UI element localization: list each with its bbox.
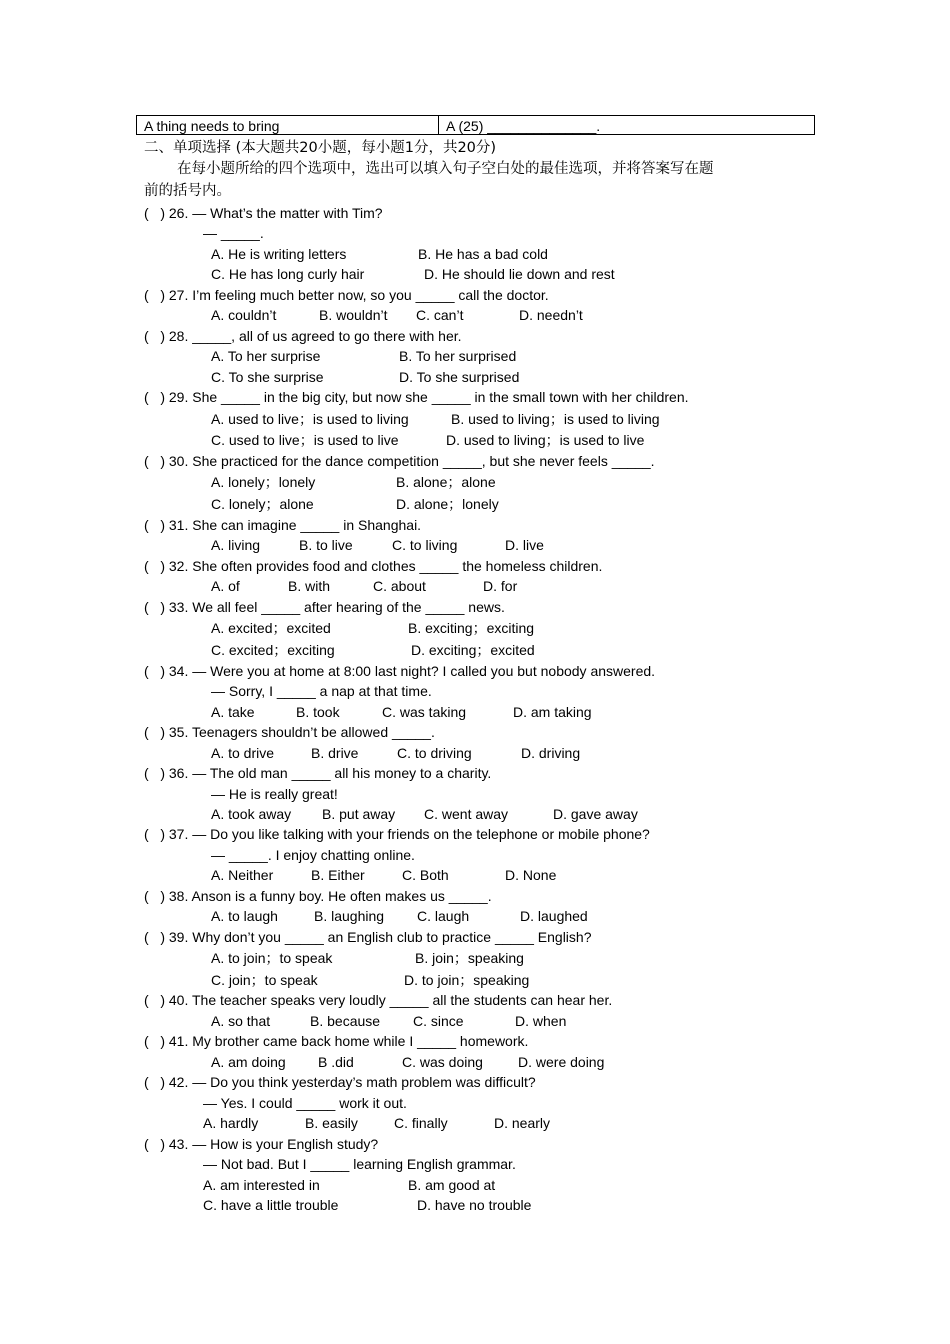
question-27-stem: ( ) 27. I’m feeling much better now, so you _____ call the doctor. xyxy=(144,287,549,303)
question-28-option-b: B. To her surprised xyxy=(399,348,517,364)
question-39-option-d: D. to join；speaking xyxy=(404,972,530,988)
question-43-stem: ( ) 43. — How is your English study? xyxy=(144,1136,379,1152)
question-28-stem: ( ) 28. _____, all of us agreed to go there with her. xyxy=(144,328,462,344)
question-30-option-d: D. alone；lonely xyxy=(396,496,499,512)
question-41-option-b: B .did xyxy=(318,1054,354,1070)
info-table xyxy=(136,115,815,135)
question-35-option-b: B. drive xyxy=(311,745,359,761)
question-37-option-a: A. Neither xyxy=(211,867,274,883)
question-29-stem: ( ) 29. She _____ in the big city, but now she _____ in the small town with her children. xyxy=(144,389,689,405)
question-37-reply: — _____. I enjoy chatting online. xyxy=(211,847,415,863)
question-28-option-d: D. To she surprised xyxy=(399,369,520,385)
question-33-option-d: D. exciting；excited xyxy=(411,642,535,658)
question-35-option-d: D. driving xyxy=(521,745,581,761)
question-40-option-c: C. since xyxy=(413,1013,464,1029)
question-37-stem: ( ) 37. — Do you like talking with your friends on the telephone or mobile phone? xyxy=(144,826,650,842)
question-42-option-c: C. finally xyxy=(394,1115,448,1131)
question-31-stem: ( ) 31. She can imagine _____ in Shanghai. xyxy=(144,517,422,533)
question-26-option-c: C. He has long curly hair xyxy=(211,266,365,282)
question-36-option-d: D. gave away xyxy=(553,806,638,822)
question-42-reply: — Yes. I could _____ work it out. xyxy=(203,1095,407,1111)
question-34-reply: — Sorry, I _____ a nap at that time. xyxy=(211,683,432,699)
question-31-option-c: C. to living xyxy=(392,537,458,553)
question-34-option-d: D. am taking xyxy=(513,704,592,720)
question-40-option-b: B. because xyxy=(310,1013,381,1029)
question-29-option-b: B. used to living；is used to living xyxy=(451,411,660,427)
question-36-stem: ( ) 36. — The old man _____ all his money to a charity. xyxy=(144,765,492,781)
question-33-option-c: C. excited；exciting xyxy=(211,642,335,658)
question-38-option-a: A. to laugh xyxy=(211,908,278,924)
question-35-option-c: C. to driving xyxy=(397,745,472,761)
question-36-option-c: C. went away xyxy=(424,806,509,822)
question-28-option-c: C. To she surprise xyxy=(211,369,324,385)
question-34-option-c: C. was taking xyxy=(382,704,467,720)
question-34-option-b: B. took xyxy=(296,704,340,720)
question-41-stem: ( ) 41. My brother came back home while I _____ homework. xyxy=(144,1033,529,1049)
question-38-option-c: C. laugh xyxy=(417,908,470,924)
question-30-option-a: A. lonely；lonely xyxy=(211,474,316,490)
section-instruction-line-1: 在每小题所给的四个选项中，选出可以填入句子空白处的最佳选项，并将答案写在题 xyxy=(177,161,714,177)
question-27-option-d: D. needn’t xyxy=(519,307,583,323)
question-42-option-b: B. easily xyxy=(305,1115,358,1131)
question-41-option-c: C. was doing xyxy=(402,1054,483,1070)
question-39-stem: ( ) 39. Why don’t you _____ an English club to practice _____ English? xyxy=(144,929,592,945)
question-39-option-c: C. join；to speak xyxy=(211,972,318,988)
question-26-option-a: A. He is writing letters xyxy=(211,246,347,262)
question-37-option-c: C. Both xyxy=(402,867,449,883)
question-33-option-b: B. exciting；exciting xyxy=(408,620,535,636)
question-27-option-a: A. couldn’t xyxy=(211,307,277,323)
question-30-option-c: C. lonely；alone xyxy=(211,496,314,512)
question-26-option-b: B. He has a bad cold xyxy=(418,246,548,262)
question-36-reply: — He is really great! xyxy=(211,786,338,802)
question-31-option-d: D. live xyxy=(505,537,544,553)
question-29-option-d: D. used to living；is used to live xyxy=(446,432,645,448)
question-34-option-a: A. take xyxy=(211,704,255,720)
question-38-option-b: B. laughing xyxy=(314,908,385,924)
question-32-option-d: D. for xyxy=(483,578,518,594)
question-35-option-a: A. to drive xyxy=(211,745,275,761)
question-29-option-c: C. used to live；is used to live xyxy=(211,432,399,448)
question-43-option-d: D. have no trouble xyxy=(417,1197,532,1213)
question-39-option-a: A. to join；to speak xyxy=(211,950,333,966)
question-33-stem: ( ) 33. We all feel _____ after hearing of the _____ news. xyxy=(144,599,505,615)
question-26-stem: ( ) 26. — What’s the matter with Tim? xyxy=(144,205,383,221)
question-33-option-a: A. excited；excited xyxy=(211,620,331,636)
question-42-option-d: D. nearly xyxy=(494,1115,551,1131)
question-30-stem: ( ) 30. She practiced for the dance competition _____, but she never feels _____. xyxy=(144,453,655,469)
question-27-option-b: B. wouldn’t xyxy=(319,307,388,323)
question-29-option-a: A. used to live；is used to living xyxy=(211,411,409,427)
table-cell-answer-blank: A (25) ______________. xyxy=(446,118,601,134)
question-32-stem: ( ) 32. She often provides food and clothes _____ the homeless children. xyxy=(144,558,603,574)
section-heading: 二、单项选择 (本大题共20小题，每小题1分，共20分) xyxy=(144,140,497,156)
question-43-option-a: A. am interested in xyxy=(203,1177,320,1193)
question-31-option-b: B. to live xyxy=(299,537,353,553)
question-41-option-a: A. am doing xyxy=(211,1054,286,1070)
question-35-stem: ( ) 35. Teenagers shouldn’t be allowed _____. xyxy=(144,724,435,740)
question-32-option-b: B. with xyxy=(288,578,331,594)
question-42-stem: ( ) 42. — Do you think yesterday’s math problem was difficult? xyxy=(144,1074,536,1090)
question-39-option-b: B. join；speaking xyxy=(415,950,524,966)
question-41-option-d: D. were doing xyxy=(518,1054,605,1070)
question-43-option-b: B. am good at xyxy=(408,1177,496,1193)
question-28-option-a: A. To her surprise xyxy=(211,348,321,364)
question-26-option-d: D. He should lie down and rest xyxy=(424,266,615,282)
question-31-option-a: A. living xyxy=(211,537,261,553)
question-40-option-a: A. so that xyxy=(211,1013,271,1029)
question-32-option-a: A. of xyxy=(211,578,240,594)
question-42-option-a: A. hardly xyxy=(203,1115,259,1131)
question-40-stem: ( ) 40. The teacher speaks very loudly _____ all the students can hear her. xyxy=(144,992,613,1008)
question-30-option-b: B. alone；alone xyxy=(396,474,496,490)
question-38-option-d: D. laughed xyxy=(520,908,588,924)
question-43-option-c: C. have a little trouble xyxy=(203,1197,339,1213)
table-cell-item: A thing needs to bring xyxy=(137,116,439,134)
question-32-option-c: C. about xyxy=(373,578,426,594)
question-43-reply: — Not bad. But I _____ learning English grammar. xyxy=(203,1156,516,1172)
question-37-option-b: B. Either xyxy=(311,867,365,883)
question-27-option-c: C. can’t xyxy=(416,307,464,323)
question-40-option-d: D. when xyxy=(515,1013,567,1029)
question-34-stem: ( ) 34. — Were you at home at 8:00 last night? I called you but nobody answered. xyxy=(144,663,656,679)
question-38-stem: ( ) 38. Anson is a funny boy. He often makes us _____. xyxy=(144,888,492,904)
question-26-reply: — _____. xyxy=(203,225,264,241)
question-37-option-d: D. None xyxy=(505,867,557,883)
question-36-option-a: A. took away xyxy=(211,806,292,822)
section-instruction-line-2: 前的括号内。 xyxy=(144,183,231,199)
question-36-option-b: B. put away xyxy=(322,806,396,822)
